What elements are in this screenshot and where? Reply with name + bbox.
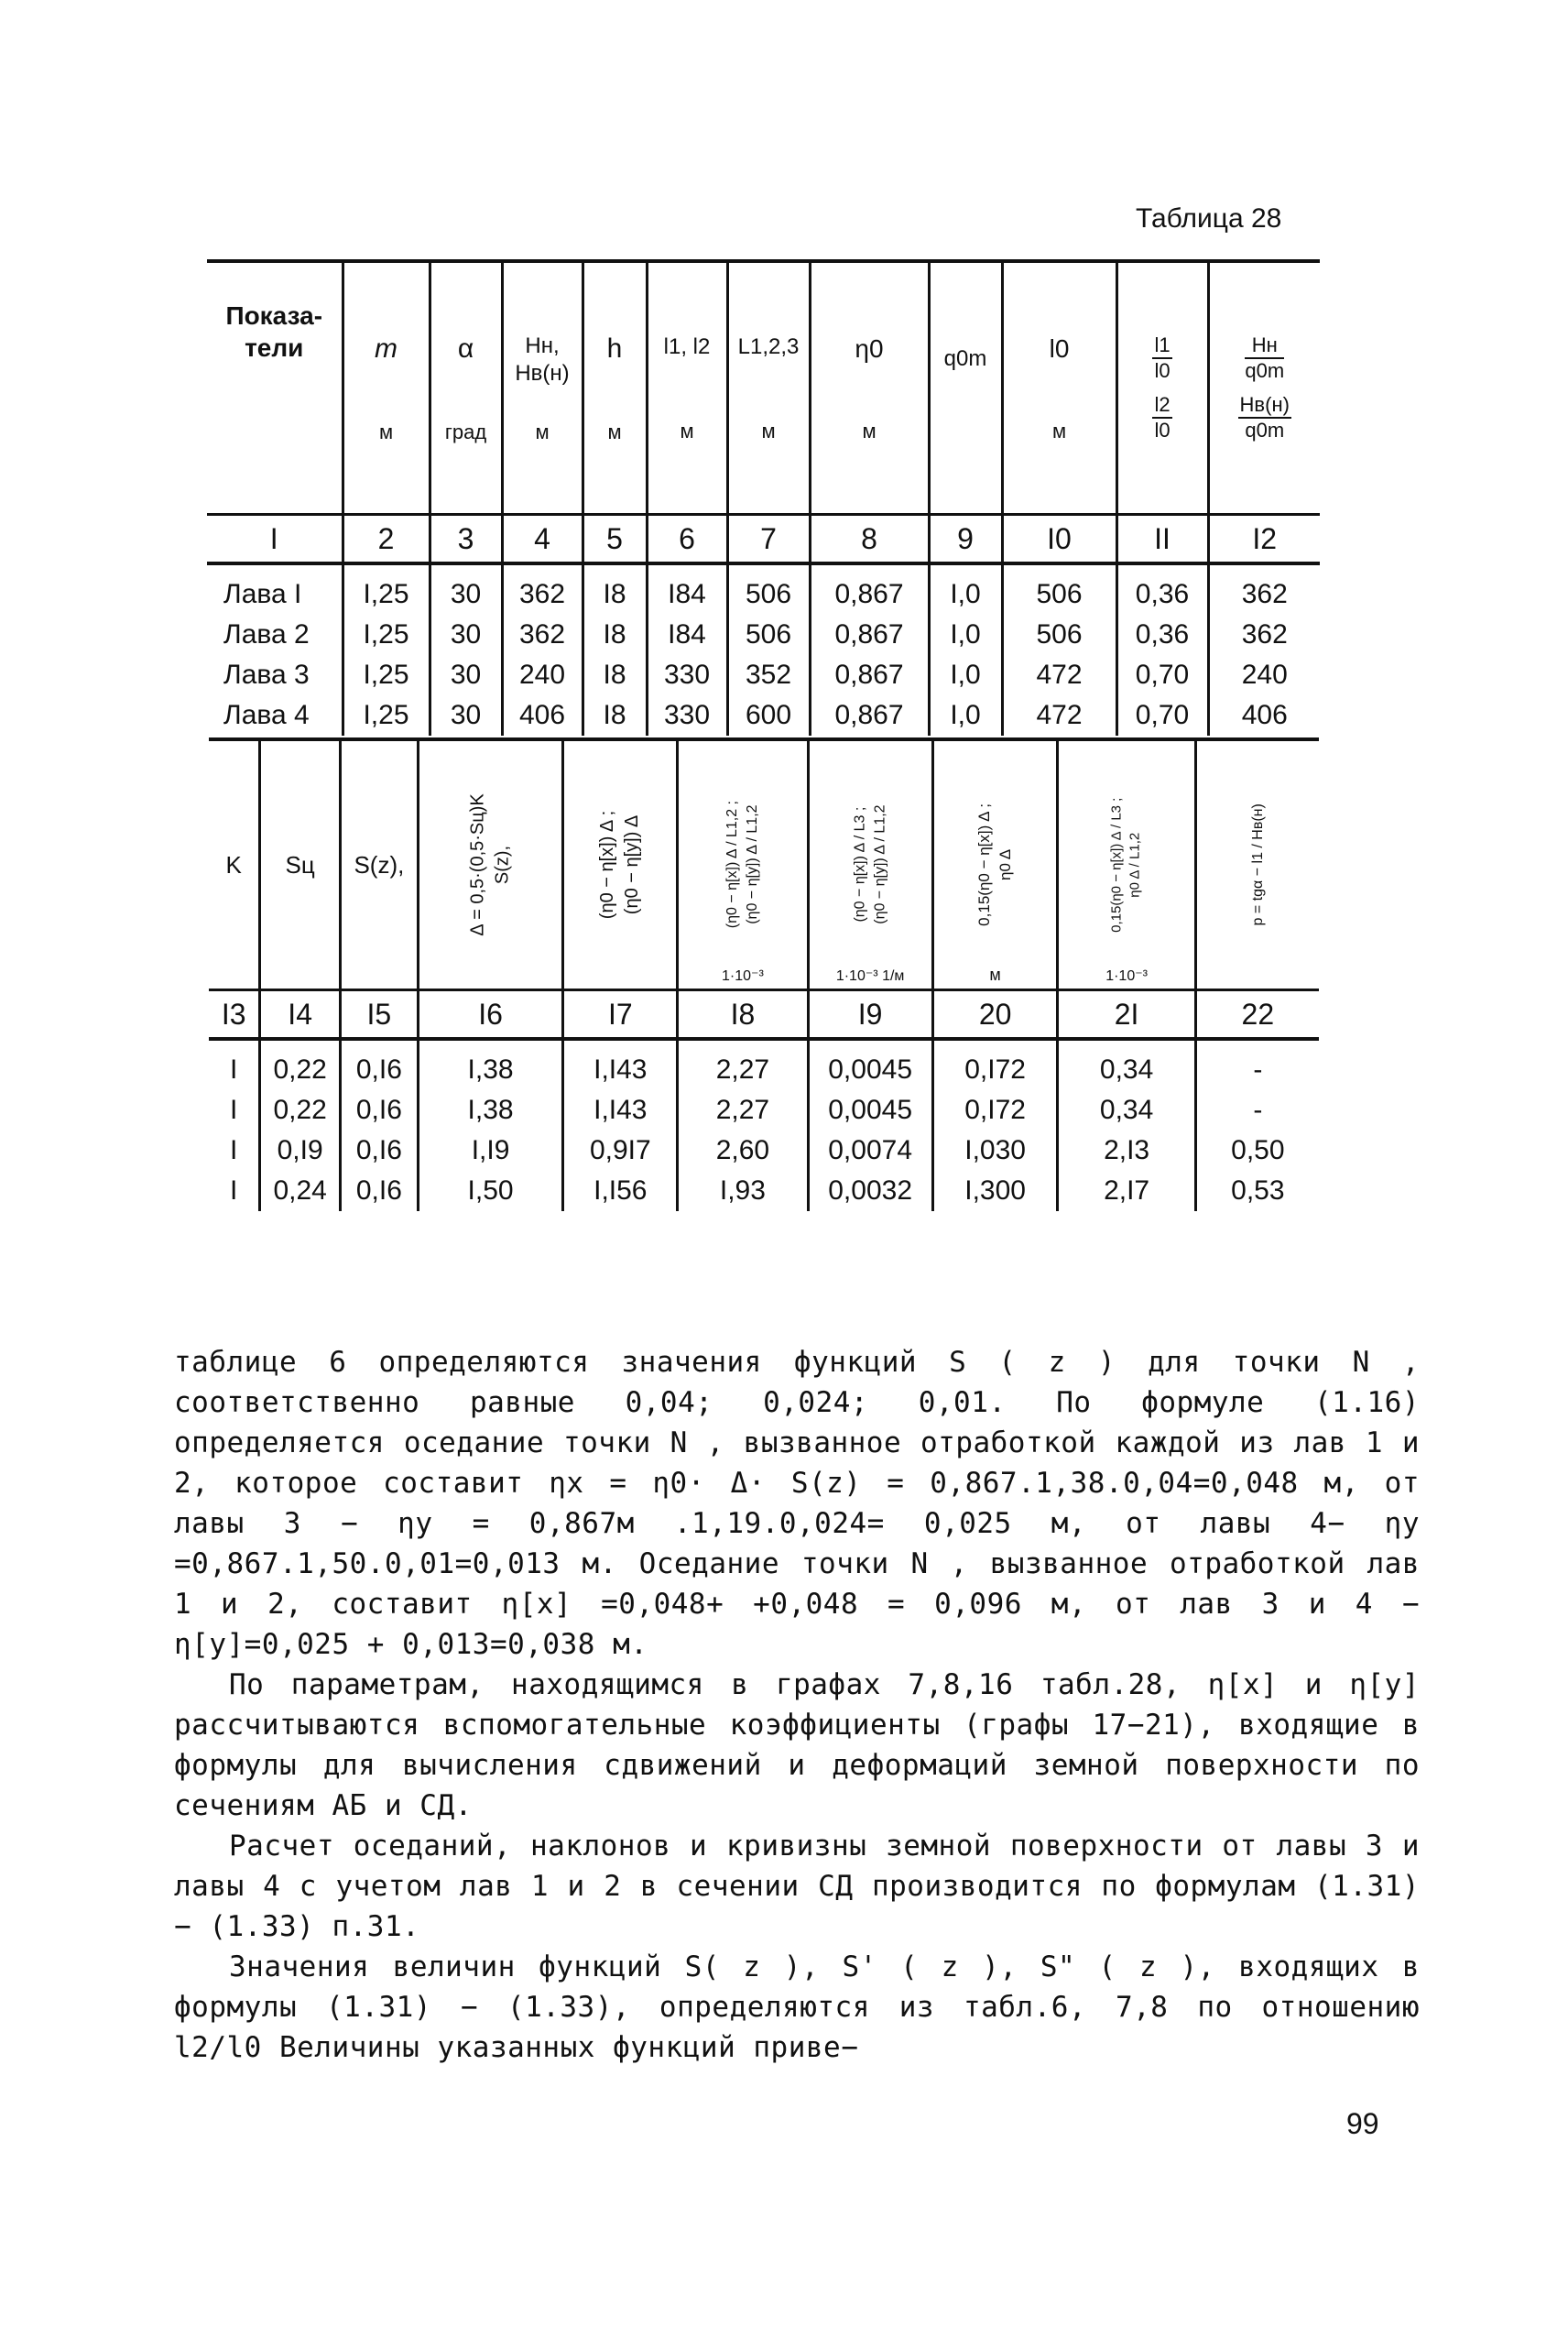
table2-header-curv: (η0 − η[x]) Δ / L3 ; (η0 − η[y]) Δ / L1,2 1·10⁻³ 1/м: [808, 739, 932, 990]
table1-header-l0: l0 м: [1002, 261, 1116, 515]
page-number: 99: [1346, 2107, 1379, 2140]
table-cell: 600: [727, 695, 810, 736]
table2-header-strain: 0,15(η0 − η[x]) Δ / L3 ; η0 Δ / L1,2 1·10⁻³: [1058, 739, 1195, 990]
table-row: [207, 563, 1320, 615]
table-cell: 506: [1002, 563, 1116, 615]
table-cell: 352: [727, 655, 810, 695]
table1-colnum: II: [1116, 515, 1208, 564]
table2-colnum: 20: [932, 990, 1058, 1040]
table-cell: I,25: [343, 615, 430, 655]
table-cell: I,0: [929, 615, 1002, 655]
table-cell: 0,24: [260, 1171, 341, 1211]
table-cell: 0,867: [810, 563, 929, 615]
table-cell: 0,22: [260, 1090, 341, 1131]
table-cell: 0,70: [1116, 695, 1208, 736]
table-cell: 506: [1002, 615, 1116, 655]
table-cell: 406: [502, 695, 583, 736]
table1-header-h: Hн, Hв(н) м: [502, 261, 583, 515]
table-cell: I,0: [929, 655, 1002, 695]
table1-header-indicators: Показа- тели: [207, 261, 343, 515]
table-cell: I8: [583, 563, 647, 615]
table-cell: -: [1195, 1039, 1319, 1090]
table2-header-delta: Δ = 0,5·(0,5·Sц)K S(z),: [418, 739, 562, 990]
table-cell: I84: [647, 615, 727, 655]
table-cell: I: [230, 1095, 238, 1125]
table-cell: 0,I9: [260, 1131, 341, 1171]
table-cell: 2,I3: [1058, 1131, 1195, 1171]
table-28-part-2: [209, 737, 1319, 1211]
table-cell: 0,I6: [340, 1131, 418, 1171]
table1-colnum: 7: [727, 515, 810, 564]
table1-header-q0m: q0m: [929, 261, 1002, 515]
table-cell: 0,34: [1058, 1090, 1195, 1131]
table-cell: 0,I72: [932, 1090, 1058, 1131]
table-cell: 472: [1002, 655, 1116, 695]
table-cell: 0,0045: [808, 1090, 932, 1131]
table1-colnum: 5: [583, 515, 647, 564]
paragraph: таблице 6 определяются значения функций S ( z ) для точки N , соответственно равные 0,04; 0,024; 0,01. По формуле (1.16) определяется оседание точки N , вызванное отработкой каждой из лав 1 и 2, которое составит ηx = η0· Δ· S(z) = 0,867.1,38.0,04=0,048 м, от лавы 3 − ηy = 0,867м .1,19.0,024= 0,025 м, от лавы 4− ηy =0,867.1,50.0,01=0,013 м. Оседание точки N , вызванное отработкой лав 1 и 2, составит η[x] =0,048+ +0,048 = 0,096 м, от лав 3 и 4 − η[y]=0,025 + 0,013=0,038 м.: [174, 1346, 1420, 1661]
table-cell: I8: [583, 655, 647, 695]
table-cell: 0,9I7: [563, 1131, 678, 1171]
table1-header-alpha: α град: [430, 261, 502, 515]
table-cell: 0,867: [810, 655, 929, 695]
table-cell: 506: [727, 615, 810, 655]
table-cell: 2,I7: [1058, 1171, 1195, 1211]
table-row: [209, 1090, 1319, 1131]
table1-colnum: 4: [502, 515, 583, 564]
table-cell: I8: [583, 695, 647, 736]
table-row: [209, 1131, 1319, 1171]
table-cell: I,93: [678, 1171, 808, 1211]
paragraph: По параметрам, находящимся в графах 7,8,16 табл.28, η[x] и η[y] рассчитываются вспомогательные коэффициенты (графы 17−21), входящие в формулы для вычисления сдвижений и деформаций земной поверхности по сечениям АБ и СД.: [174, 1668, 1420, 1822]
table-cell: I: [230, 1175, 238, 1206]
table2-colnum: I8: [678, 990, 808, 1040]
table-cell: 362: [1208, 615, 1320, 655]
table2-header-row: [209, 739, 1319, 990]
table-cell: 2,60: [678, 1131, 808, 1171]
table2-colnum: I5: [340, 990, 418, 1040]
table-cell: 2,27: [678, 1090, 808, 1131]
table-cell: 0,867: [810, 615, 929, 655]
table-cell: I,I9: [418, 1131, 562, 1171]
table-cell: 0,I6: [340, 1171, 418, 1211]
table-cell: 0,36: [1116, 563, 1208, 615]
table-cell: 240: [502, 655, 583, 695]
table-cell: 506: [727, 563, 810, 615]
table-cell: I84: [647, 563, 727, 615]
table-cell: 0,53: [1195, 1171, 1319, 1211]
table-row: [207, 695, 1320, 736]
table-cell: I8: [583, 615, 647, 655]
table-cell: 0,34: [1058, 1039, 1195, 1090]
paragraph: Значения величин функций S( z ), S' ( z ), S" ( z ), входящих в формулы (1.31) − (1.33), определяются из табл.6, 7,8 по отношению l2/l0 Величины указанных функций приве−: [174, 1950, 1420, 2064]
table1-colnum: 9: [929, 515, 1002, 564]
table-row: [209, 1039, 1319, 1090]
table-cell: 406: [1208, 695, 1320, 736]
table-cell: 0,I72: [932, 1039, 1058, 1090]
table-cell: 0,36: [1116, 615, 1208, 655]
table-cell: 30: [430, 615, 502, 655]
table2-header-k: K: [209, 739, 260, 990]
table2-header-tilt: (η0 − η[x]) Δ / L1,2 ; (η0 − η[y]) Δ / L1,2 1·10⁻³: [678, 739, 808, 990]
table2-colnum: 2I: [1058, 990, 1195, 1040]
table2-colnum: I4: [260, 990, 341, 1040]
table-cell: 30: [430, 695, 502, 736]
table-cell: 362: [502, 563, 583, 615]
table1-colnum: I2: [1208, 515, 1320, 564]
table1-colnum: I: [207, 515, 343, 564]
table2-header-sz: S(z),: [340, 739, 418, 990]
table-cell: I,I43: [563, 1090, 678, 1131]
table2-header-shift: 0,15(η0 − η[x]) Δ ; η0 Δ м: [932, 739, 1058, 990]
table-cell: 330: [647, 695, 727, 736]
table-cell: 0,0032: [808, 1171, 932, 1211]
table1-colnum: 6: [647, 515, 727, 564]
table-cell: I,I56: [563, 1171, 678, 1211]
table-cell: 240: [1208, 655, 1320, 695]
table-cell: 362: [1208, 563, 1320, 615]
table2-header-eta-diff: (η0 − η[x]) Δ ; (η0 − η[y]) Δ: [563, 739, 678, 990]
table-cell: 0,50: [1195, 1131, 1319, 1171]
table-cell: 0,I6: [340, 1039, 418, 1090]
table-row: [209, 1171, 1319, 1211]
table1-colnum: 2: [343, 515, 430, 564]
table-cell: I,38: [418, 1090, 562, 1131]
table1-header-L123: L1,2,3 м: [727, 261, 810, 515]
table2-colnum: 22: [1195, 990, 1319, 1040]
table1-header-m: m м: [343, 261, 430, 515]
table-cell: Лава 4: [223, 700, 310, 730]
table2-colnum: I6: [418, 990, 562, 1040]
table-cell: 0,0074: [808, 1131, 932, 1171]
table-cell: Лава 2: [223, 619, 310, 650]
table1-colnum: 3: [430, 515, 502, 564]
table-cell: 330: [647, 655, 727, 695]
table-cell: I,300: [932, 1171, 1058, 1211]
table-row: [207, 615, 1320, 655]
table2-colnum: I7: [563, 990, 678, 1040]
table-cell: 0,22: [260, 1039, 341, 1090]
table2-header-p: p = tgα − l1 / Hв(н): [1195, 739, 1319, 990]
table1-column-numbers: [207, 515, 1320, 564]
table-cell: I: [230, 1054, 238, 1085]
table-cell: I,25: [343, 563, 430, 615]
paragraph: Расчет оседаний, наклонов и кривизны земной поверхности от лавы 3 и лавы 4 с учетом лав 1 и 2 в сечении СД производится по формулам (1.31) − (1.33) п.31.: [174, 1830, 1420, 1943]
table2-colnum: I9: [808, 990, 932, 1040]
table-cell: Лава 3: [223, 660, 310, 690]
table-cell: 0,70: [1116, 655, 1208, 695]
table-cell: I,50: [418, 1171, 562, 1211]
table-cell: -: [1195, 1090, 1319, 1131]
table-cell: I,I43: [563, 1039, 678, 1090]
table-cell: Лава I: [223, 579, 302, 609]
table-cell: I,0: [929, 563, 1002, 615]
table1-header-ratio-h: $\frac{Hн}{q0m}$ $\frac{Hв(н)}{q0m}$: [1208, 261, 1320, 515]
table-cell: 362: [502, 615, 583, 655]
table-cell: I,030: [932, 1131, 1058, 1171]
table1-colnum: I0: [1002, 515, 1116, 564]
table1-header-ratio-l: $\frac{l1}{l0}$ $\frac{l2}{l0}$: [1116, 261, 1208, 515]
table2-column-numbers: [209, 990, 1319, 1040]
table-cell: I,25: [343, 695, 430, 736]
table1-header-eta0: η0 м: [810, 261, 929, 515]
table-cell: 30: [430, 563, 502, 615]
table-cell: I,38: [418, 1039, 562, 1090]
table-cell: 472: [1002, 695, 1116, 736]
table-row: [207, 655, 1320, 695]
table-cell: 0,867: [810, 695, 929, 736]
body-text: [174, 1342, 1420, 2068]
table-title: Таблица 28: [1136, 203, 1282, 234]
table-cell: 0,I6: [340, 1090, 418, 1131]
table1-header-l1-l2: l1, l2 м: [647, 261, 727, 515]
table-cell: 30: [430, 655, 502, 695]
table-cell: 2,27: [678, 1039, 808, 1090]
table2-header-sc: Sц: [260, 739, 341, 990]
table-cell: 0,0045: [808, 1039, 932, 1090]
table-cell: I,0: [929, 695, 1002, 736]
table-28-part-1: [207, 259, 1320, 736]
table1-header-row: [207, 261, 1320, 515]
table-cell: I,25: [343, 655, 430, 695]
table-cell: I: [230, 1135, 238, 1165]
table2-colnum: I3: [209, 990, 260, 1040]
table1-colnum: 8: [810, 515, 929, 564]
table1-header-h-small: h м: [583, 261, 647, 515]
